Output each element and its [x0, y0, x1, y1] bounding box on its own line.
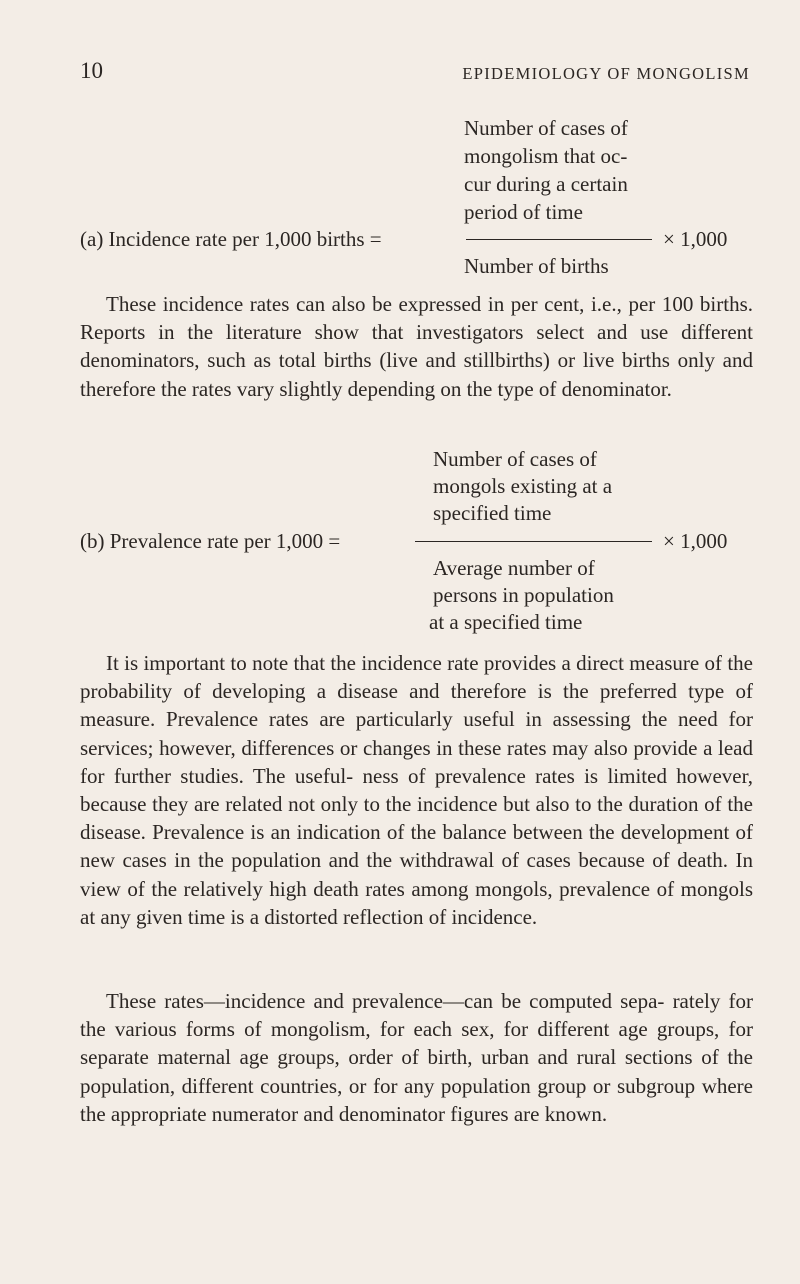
formula-a-denominator: Number of births — [464, 254, 609, 278]
formula-b-denominator-line: at a specified time — [429, 610, 583, 634]
paragraph: These rates—incidence and prevalence—can be computed sepa- rately for the various forms of mongolism, for each sex, for different age groups, for separate maternal age groups, order of birth, urban and rural sections of the population, different countries, or for any population group or subgroup where the appropriate numerator and denominator figures are known. — [80, 989, 753, 1126]
paragraph: It is important to note that the incidence rate provides a direct measure of the probability of developing a disease and therefore is the preferred type of measure. Prevalence rates are particularly useful in assessing the need for services; however, differences or changes in these rates may also provide a lead for further studies. The useful- ness of prevalence rates is limited however, because they are related not only to the incidence but also to the duration of the disease. Prevalence is an indication of the balance between the development of new cases in the population and the withdrawal of cases because of death. In view of the relatively high death rates among mongols, prevalence of mongols at any given time is a distorted reflection of incidence. — [80, 651, 753, 929]
formula-b-numerator-line: Number of cases of — [433, 447, 597, 471]
formula-a-multiplier: × 1,000 — [663, 227, 728, 251]
running-title: EPIDEMIOLOGY OF MONGOLISM — [462, 64, 750, 83]
formula-b-multiplier: × 1,000 — [663, 529, 728, 553]
formula-a-numerator-line: cur during a certain — [464, 172, 628, 196]
formula-a-numerator-line: period of time — [464, 200, 583, 224]
paragraph: These incidence rates can also be expressed in per cent, i.e., per 100 births. Reports in the literature show that investigators select and use different denominators, such as total births (live and stillbirths) or live births only and therefore the rates vary slightly depending on the type of denominator. — [80, 292, 753, 401]
formula-a-fraction-bar — [466, 239, 652, 240]
formula-a-label: (a) Incidence rate per 1,000 births = — [80, 227, 382, 251]
formula-b-numerator-line: specified time — [433, 501, 552, 525]
formula-b-numerator-line: mongols existing at a — [433, 474, 613, 498]
formula-a-numerator-line: Number of cases of — [464, 116, 628, 140]
formula-b-fraction-bar — [415, 541, 652, 542]
formula-b-denominator-line: Average number of — [433, 556, 595, 580]
formula-b-denominator-line: persons in population — [433, 583, 614, 607]
formula-a-numerator-line: mongolism that oc- — [464, 144, 628, 168]
formula-b-label: (b) Prevalence rate per 1,000 = — [80, 529, 341, 553]
page-number: 10 — [80, 58, 103, 83]
